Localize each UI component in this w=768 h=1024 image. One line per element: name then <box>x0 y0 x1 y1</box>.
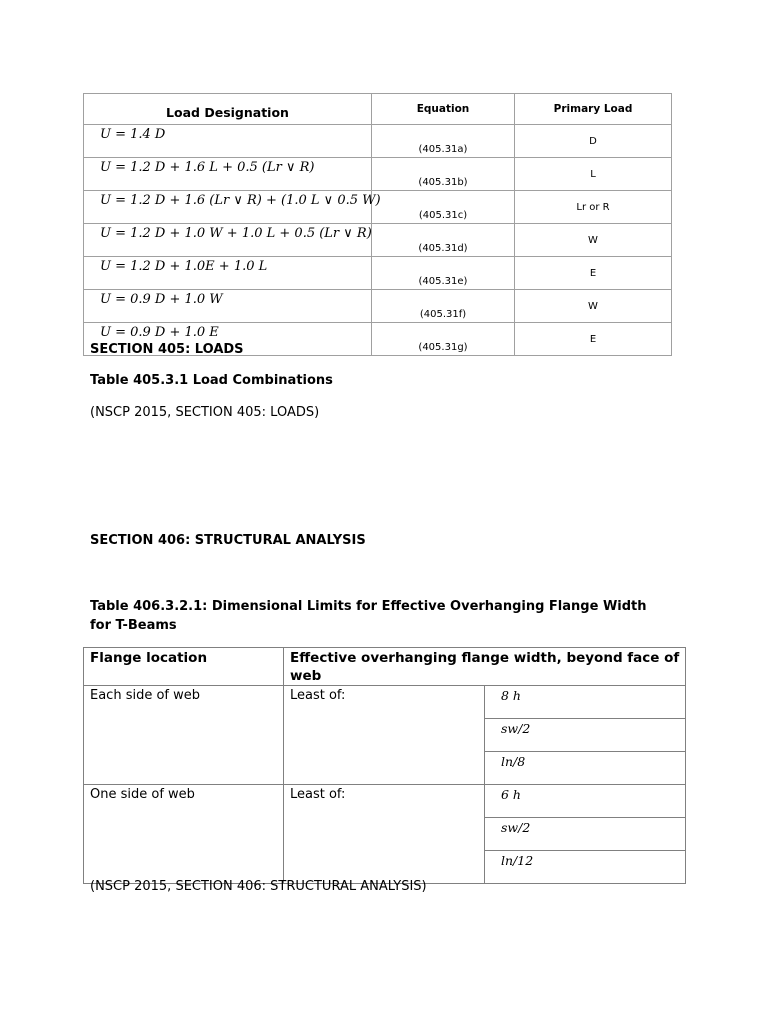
load-combinations-table <box>83 93 672 356</box>
equation-number: (405.31d) <box>372 224 515 257</box>
limit-value: 8 h <box>485 686 686 719</box>
table-406-title: Table 406.3.2.1: Dimensional Limits for Effective Overhanging Flange Width for T-Beams <box>90 599 647 633</box>
load-formula: U = 1.2 D + 1.6 L + 0.5 (Lr ∨ R) <box>84 158 372 191</box>
primary-load: E <box>515 257 672 290</box>
table-405-source: (NSCP 2015, SECTION 405: LOADS) <box>90 405 320 420</box>
equation-number: (405.31a) <box>372 125 515 158</box>
equation-number: (405.31b) <box>372 158 515 191</box>
flange-location: One side of web <box>84 785 284 884</box>
table-406-source: (NSCP 2015, SECTION 406: STRUCTURAL ANALYSIS) <box>90 879 427 894</box>
load-formula: U = 1.2 D + 1.6 (Lr ∨ R) + (1.0 L ∨ 0.5 W) <box>84 191 372 224</box>
load-formula: U = 1.2 D + 1.0 W + 1.0 L + 0.5 (Lr ∨ R) <box>84 224 372 257</box>
limit-value: ln/12 <box>485 851 686 884</box>
header-load-designation: Load Designation <box>84 94 372 125</box>
table-header-row <box>84 94 672 125</box>
limit-value: sw/2 <box>485 719 686 752</box>
flange-location: Each side of web <box>84 686 284 785</box>
table-row <box>84 158 672 191</box>
table-row <box>84 224 672 257</box>
least-of-label: Least of: <box>284 785 485 884</box>
equation-number: (405.31e) <box>372 257 515 290</box>
header-equation: Equation <box>372 94 515 125</box>
primary-load: L <box>515 158 672 191</box>
load-formula: U = 0.9 D + 1.0 W <box>84 290 372 323</box>
header-primary-load: Primary Load <box>515 94 672 125</box>
primary-load: W <box>515 224 672 257</box>
table-405-title: Table 405.3.1 Load Combinations <box>90 373 333 388</box>
table-row <box>84 191 672 224</box>
section-406-heading: SECTION 406: STRUCTURAL ANALYSIS <box>90 533 366 548</box>
primary-load: W <box>515 290 672 323</box>
table-row <box>84 125 672 158</box>
section-405-heading: SECTION 405: LOADS <box>90 342 244 357</box>
equation-number: (405.31f) <box>372 290 515 323</box>
limit-value: sw/2 <box>485 818 686 851</box>
least-of-label: Least of: <box>284 686 485 785</box>
table-row <box>84 785 686 818</box>
header-flange-location: Flange location <box>84 648 284 686</box>
primary-load: D <box>515 125 672 158</box>
flange-width-table <box>83 647 686 884</box>
equation-number: (405.31g) <box>372 323 515 356</box>
header-effective-width: Effective overhanging flange width, beyond face of web <box>284 648 686 686</box>
table-row <box>84 257 672 290</box>
equation-number: (405.31c) <box>372 191 515 224</box>
table-row <box>84 290 672 323</box>
load-formula: U = 1.4 D <box>84 125 372 158</box>
load-formula: U = 1.2 D + 1.0E + 1.0 L <box>84 257 372 290</box>
limit-value: 6 h <box>485 785 686 818</box>
primary-load: E <box>515 323 672 356</box>
table-row <box>84 686 686 719</box>
limit-value: ln/8 <box>485 752 686 785</box>
primary-load: Lr or R <box>515 191 672 224</box>
load-formula: U = 0.9 D + 1.0 E <box>84 323 372 356</box>
table-header-row <box>84 648 686 686</box>
